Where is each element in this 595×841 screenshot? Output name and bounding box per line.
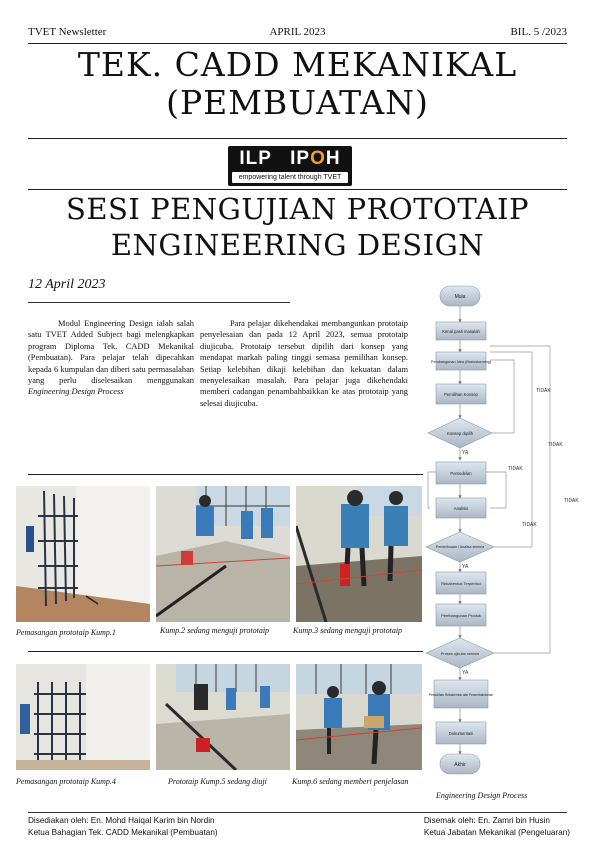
photo-kump-3 [296,486,422,622]
flow-decision-ujicuba-label: Proses ujicuba semula [440,652,480,656]
photo-kump-4 [16,664,150,770]
engineering-design-flowchart [414,280,582,788]
caption-kump-2: Kump.2 sedang menguji prototaip [160,626,270,635]
flow-label-yes-2: YA [462,564,469,570]
header-divider [28,43,567,44]
flow-label-yes-1: YA [462,450,469,456]
ilp-ipoh-logo [228,146,352,186]
flow-step-pembangunan-label: Pembangunan Produk [441,613,481,618]
flow-label-no-2: TIDAK [508,466,523,472]
date-underline [28,302,290,303]
department-title-line1: TEK. CADD MEKANIKAL [77,45,518,84]
article-column-1 [28,318,194,398]
logo-o: O [310,148,326,169]
article-headline-line1: SESI PENGUJIAN PROTOTAIP [66,192,529,226]
flow-end-label: Akhir [454,762,466,768]
flow-step-analisis-label: Analisis [453,506,469,511]
flow-start-label: Mula [454,294,466,300]
photo-row-divider [28,651,423,652]
caption-kump-4: Pemasangan prototaip Kump.4 [16,777,116,786]
article-date: 12 April 2023 [28,277,106,292]
title-divider [28,138,567,139]
flow-label-no-1: TIDAK [536,388,551,394]
issue-number: BIL. 5 /2023 [510,26,567,38]
caption-kump-5: Prototaip Kump.5 sedang diuji [168,777,267,786]
department-title [28,46,567,122]
article-col1-emphasis: Engineering Design Process [28,387,124,397]
article-headline [28,191,567,263]
logo-tagline: empowering talent through TVET [232,172,348,183]
flow-decision-pemeriksaan-label: Pemeriksaan / Analisa semula [435,545,485,549]
flow-step-idea-label: Pembangunan Idea (Brainstorming) [430,360,492,364]
photo-kump-5 [156,664,290,770]
reviewed-by-title: Ketua Jabatan Mekanikal (Pengeluaran) [423,828,570,837]
prepared-by [28,815,218,839]
caption-kump-6: Kump.6 sedang memberi penjelasan [292,777,409,786]
flow-step-konsep-label: Pemilihan Konsep [444,392,478,397]
logo-ilp: ILP [239,148,272,169]
logo-wordmark [228,148,352,171]
photo-kump-1 [16,486,150,622]
photo-kump-2 [156,486,290,622]
caption-kump-3: Kump.3 sedang menguji prototaip [293,626,403,635]
flow-step-rekabentuk-label: Rekabentuk Terperinci [441,581,481,586]
photo-section-divider [28,474,423,475]
footer-divider [28,812,567,813]
flow-label-no-4: TIDAK [522,522,537,528]
article-col2-text: Para pelajar dikehendakai membangunkan prototaip penyelesaian dan pada 12 April 2023, semua prototaip diujicuba. Prototaip tersebut dipilih dari konsep yang mendapat markah paling tinggi semasa pemilihan konsep. Setiap kelebihan dikaji kelebihan dan kekuatan dalam menyelesaikan masalah. Para pelajar juga dikehendaki memberi cadangan penambahbaikkan ke atas prototaip yang selesai diujicuba. [200,319,408,408]
flow-step-pemodelan-label: Pemodelan [450,471,472,476]
flow-label-yes-3: YA [462,670,469,676]
flowchart-caption: Engineering Design Process [436,791,528,800]
prepared-by-name: Disediakan oleh: En. Mohd Haiqal Karim bin Nordin [28,816,215,825]
flow-label-no-5: TIDAK [564,498,579,504]
caption-kump-1: Pemasangan prototaip Kump.1 [16,628,116,637]
prepared-by-title: Ketua Bahagian Tek. CADD Mekanikal (Pembuatan) [28,828,218,837]
reviewed-by [424,815,570,839]
reviewed-by-name: Disemak oleh: En. Zamri bin Husin [423,816,550,825]
logo-h: H [325,148,341,169]
department-title-line2: (PEMBUATAN) [166,83,429,122]
newsletter-name: TVET Newsletter [28,26,107,38]
flow-step-kenal-pasti-label: Kenal pasti masalah [442,329,480,334]
flow-decision-konsep-label: Konsep dipilih [446,431,474,436]
flow-step-pemutihan-label: Pemutihan Rekabentuk dan Pesembahdahan [428,693,494,697]
article-column-2 [200,318,408,409]
logo-divider [28,189,567,190]
flow-label-no-3: TIDAK [548,442,563,448]
article-headline-line2: ENGINEERING DESIGN [110,228,485,262]
issue-month: APRIL 2023 [269,26,326,38]
logo-ip: IP [290,148,311,169]
photo-kump-6 [296,664,422,770]
article-col1-text: Modul Engineering Design ialah salah satu TVET Added Subject bagi melengkapkan program Diploma Tek. CADD Mekanikal (Pembuatan). Para pelajar telah dipecahkan kepada 6 kumpulan dan diberi satu permasalahan yang perlu diselesaikan menggunakan [28,319,194,386]
flow-step-dokumentasi-label: Dokumentasi [448,731,474,736]
newsletter-header [28,26,567,40]
